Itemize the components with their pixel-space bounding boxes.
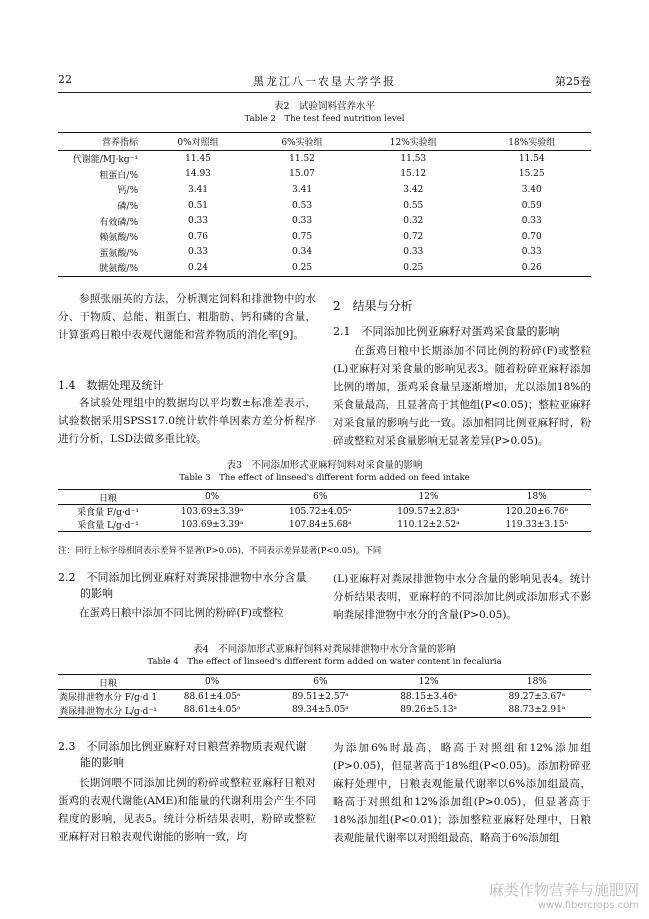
table3-col-header: 6% — [266, 490, 374, 505]
table-row — [58, 245, 591, 261]
table-cell: 粗蛋白/% — [99, 170, 138, 181]
table-cell: 110.12±2.52ᵃ — [397, 519, 460, 530]
section-2-2-title-line1: 2.2 不同添加比例亚麻籽对粪尿排泄物中水分含量 — [58, 571, 307, 584]
table-row — [58, 213, 591, 229]
table-cell: 0.33 — [521, 247, 542, 258]
table4-col-header: 12% — [375, 675, 483, 690]
table-cell: 3.42 — [403, 184, 424, 195]
table2-col-header: 18%实验组 — [473, 133, 592, 151]
watermark-line2: www.fibercrops.com — [537, 900, 639, 911]
table3-caption-cn: 表3 不同添加形式亚麻籽饲料对采食量的影响 — [226, 460, 423, 471]
table-cell: 有效磷/% — [99, 217, 138, 228]
table-cell: 0.25 — [292, 262, 313, 273]
table4-caption — [0, 643, 649, 669]
table-cell: 103.69±3.39ᵃ — [180, 519, 244, 530]
table-cell: 107.84±5.68ᵃ — [289, 519, 352, 530]
table-cell: 11.52 — [289, 153, 315, 164]
table-cell: 105.72±4.05ᵃ — [289, 506, 352, 517]
table-cell: 蛋氨酸/% — [99, 248, 138, 259]
running-header — [58, 73, 591, 89]
table-cell: 11.45 — [185, 153, 211, 164]
water-content-paragraph-left: 在蛋鸡日粮中添加不同比例的粉碎(F)或整粒 — [79, 607, 284, 619]
section-2-3-heading — [58, 739, 307, 771]
table-row — [58, 151, 591, 167]
watermark — [489, 879, 639, 911]
table2-col-header: 0%对照组 — [146, 133, 250, 151]
table-cell: 15.12 — [400, 169, 427, 180]
table-cell: 粪尿排泄物水分 L/g·d⁻¹ — [59, 706, 157, 717]
table-cell: 89.27±3.67ᵃ — [508, 691, 566, 702]
table-row — [58, 229, 591, 245]
table-cell: 0.55 — [403, 200, 424, 211]
table-cell: 胱氨酸/% — [99, 264, 138, 275]
table-cell: 88.61±4.05ᵃ — [183, 705, 241, 716]
methods-paragraph: 参照张丽英的方法，分析测定饲料和排泄物中的水分、干物质、总能、粗蛋白、粗脂肪、钙和磷的含量，计算蛋鸡日粮中表观代谢能和营养物质的消化率[9]。 — [58, 293, 316, 341]
ame-paragraph-right: 为添加6%时最高，略高于对照组和12%添加组(P>0.05)，但显著高于18%组(P<0.05)。添加粉碎亚麻籽处理中，日粮表观能量代谢率以6%添加组最高，略高于对照组和12%添加组(P>0.05)，但显著高于18%添加组(P<0.01)；添加整粒亚麻籽处理中，日粮表观能量代谢率以对照组最高，略高于6%添加组 — [333, 742, 591, 844]
section-2-3-title-line2: 能的影响 — [80, 756, 124, 769]
table2-caption — [0, 100, 649, 126]
table-cell: 3.40 — [521, 184, 542, 195]
table2 — [58, 132, 591, 277]
table2-header-row — [58, 133, 591, 151]
table2-caption-cn: 表2 试验饲料营养水平 — [273, 101, 376, 112]
table-row — [58, 505, 591, 519]
table4-col-header: 日粮 — [58, 675, 158, 690]
table-cell: 0.72 — [403, 231, 424, 242]
table-cell: 粪尿排泄物水分 F/g·d 1 — [58, 693, 158, 704]
table-row — [58, 182, 591, 198]
table3-caption-en: Table 3 The effect of linseed's different form added on feed intake — [179, 473, 470, 483]
table-row — [58, 167, 591, 183]
table4-caption-en: Table 4 The effect of linseed's different form added on water content in fecaluria — [147, 657, 502, 667]
table2-col-header: 6%实验组 — [250, 133, 354, 151]
table-cell: 89.34±5.05ᵃ — [291, 705, 349, 716]
table2-col-header: 12%实验组 — [354, 133, 472, 151]
table-cell: 采食量 F/g·d⁻¹ — [77, 508, 139, 518]
table-cell: 钙/% — [117, 186, 138, 197]
table-cell: 0.33 — [521, 216, 542, 227]
table4 — [58, 674, 591, 718]
volume-number: 第25卷 — [555, 75, 591, 88]
table4-col-header: 18% — [483, 675, 591, 690]
table3-note: 注：同行上标字母相同表示差异不显著(P>0.05)，不同表示差异显著(P<0.05)。下同 — [58, 546, 382, 556]
table-cell: 0.25 — [403, 262, 424, 273]
table-cell: 11.53 — [400, 153, 427, 164]
table-cell: 0.33 — [187, 247, 209, 258]
table-cell: 15.07 — [289, 169, 315, 180]
table-cell: 88.61±4.05ᵃ — [183, 691, 241, 702]
table4-col-header: 6% — [266, 675, 374, 690]
table4-col-header: 0% — [158, 675, 266, 690]
table-cell: 3.41 — [187, 184, 209, 195]
table-cell: 0.51 — [187, 200, 209, 211]
table3 — [58, 489, 591, 532]
table3-col-header: 18% — [483, 490, 591, 505]
table-row — [58, 704, 591, 718]
table-cell: 0.34 — [292, 247, 313, 258]
table-cell: 0.26 — [521, 262, 542, 273]
page-number: 22 — [58, 73, 72, 86]
table-cell: 88.15±3.46ᵃ — [400, 691, 458, 702]
section-2-1-heading: 2.1 不同添加比例亚麻籽对蛋鸡采食量的影响 — [333, 325, 560, 338]
watermark-line1: 麻类作物营养与施肥网 — [488, 881, 639, 899]
table-cell: 119.33±3.15ᵇ — [505, 519, 569, 530]
table-row — [58, 518, 591, 532]
table2-col-header: 营养指标 — [58, 133, 146, 151]
stats-paragraph: 各试验处理组中的数据均以平均数±标准差表示，试验数据采用SPSS17.0统计软件单因素方差分析程序进行分析，LSD法做多重比较。 — [58, 397, 316, 445]
table-cell: 88.73±2.91ᵃ — [508, 705, 566, 716]
table3-col-header: 日粮 — [58, 490, 158, 505]
table3-col-header: 0% — [158, 490, 266, 505]
table-cell: 代谢能/MJ·kg⁻¹ — [72, 155, 138, 166]
table-cell: 磷/% — [117, 202, 138, 213]
table-row — [58, 260, 591, 276]
table-cell: 0.32 — [403, 216, 424, 227]
table-cell: 3.41 — [292, 184, 313, 195]
table-cell: 0.70 — [521, 231, 542, 242]
table-cell: 0.33 — [187, 216, 209, 227]
table2-caption-en: Table 2 The test feed nutrition level — [244, 114, 405, 124]
header-rule — [58, 92, 591, 93]
section-1-4-heading: 1.4 数据处理及统计 — [58, 379, 164, 392]
table-cell: 采食量 L/g·d⁻¹ — [77, 521, 139, 531]
table-cell: 15.25 — [518, 169, 545, 180]
table-cell: 14.93 — [185, 169, 211, 180]
table-cell: 0.76 — [187, 231, 209, 242]
table-cell: 0.33 — [292, 216, 313, 227]
ame-paragraph-left: 长期饲喂不同添加比例的粉碎或整粒亚麻籽日粮对蛋鸡的表观代谢能(AME)和能量的代谢利用会产生不同程度的影响，见表5。统计分析结果表明，粉碎或整粒亚麻籽对日粮表观代谢能的影响一致，均 — [58, 777, 316, 843]
table-cell: 0.75 — [292, 231, 313, 242]
table-cell: 0.33 — [403, 247, 424, 258]
table-cell: 0.59 — [521, 200, 542, 211]
table-cell: 赖氨酸/% — [99, 233, 138, 244]
section-2-heading: 2 结果与分析 — [333, 299, 413, 313]
table-cell: 0.53 — [292, 200, 313, 211]
table-cell: 0.24 — [187, 262, 209, 273]
table-cell: 109.57±2.83ᵃ — [397, 506, 460, 517]
section-2-2-title-line2: 的影响 — [80, 587, 113, 600]
section-2-3-title-line1: 2.3 不同添加比例亚麻籽对日粮营养物质表观代谢 — [58, 740, 307, 753]
table-cell: 89.51±2.57ᵃ — [291, 691, 349, 702]
table-row — [58, 198, 591, 214]
table-cell: 103.69±3.39ᵃ — [180, 506, 244, 517]
table3-header-row — [58, 490, 591, 505]
table-row — [58, 690, 591, 704]
table-cell: 89.26±5.13ᵃ — [400, 705, 458, 716]
table-cell: 11.54 — [518, 153, 545, 164]
feed-intake-paragraph: 在蛋鸡日粮中长期添加不同比例的粉碎(F)或整粒(L)亚麻籽对采食量的影响见表3。随着粉碎亚麻籽添加比例的增加，蛋鸡采食量呈逐渐增加，尤以添加18%的采食量最高，且显著高于其他组(P<0.05)；整粒亚麻籽对采食量的影响与此一致。添加相同比例亚麻籽时，粉碎或整粒对采食量影响无显著差异(P>0.05)。 — [333, 345, 591, 447]
water-content-paragraph-right: (L)亚麻籽对粪尿排泄物中水分含量的影响见表4。统计分析结果表明，亚麻籽的不同添加比例或添加形式不影响粪尿排泄物中水分的含量(P>0.05)。 — [333, 573, 591, 621]
table4-header-row — [58, 675, 591, 690]
table3-caption — [0, 459, 649, 485]
table4-caption-cn: 表4 不同添加形式亚麻籽饲料对粪尿排泄物中水分含量的影响 — [193, 644, 456, 655]
table3-col-header: 12% — [374, 490, 482, 505]
journal-name: 黑龙江八一农垦大学学报 — [253, 75, 396, 88]
table-cell: 120.20±6.76ᵇ — [505, 506, 569, 517]
section-2-2-heading — [58, 570, 307, 602]
